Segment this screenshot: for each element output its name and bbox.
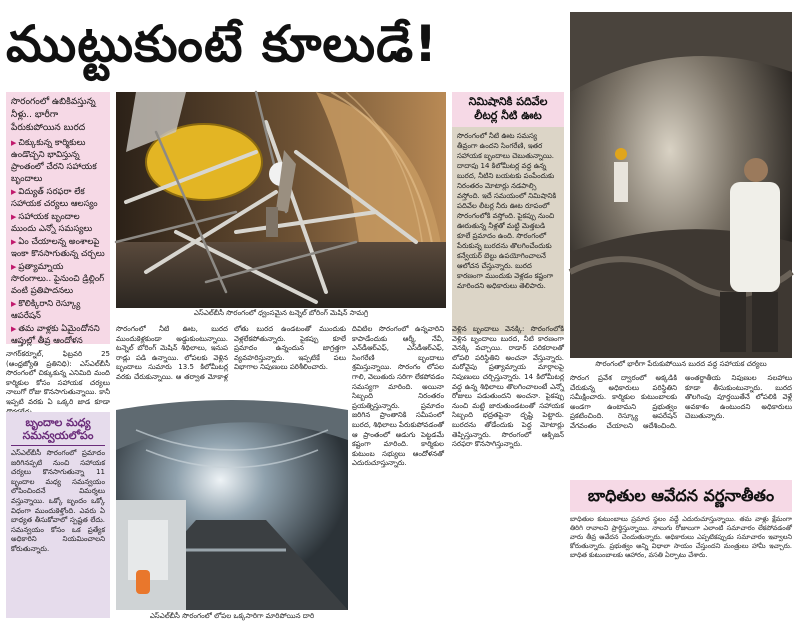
- mid-photo-caption: ఎస్‌ఎల్‌బీసీ సొరంగంలో లోపల ఒక్కసారిగా మారిపోయిన దారి: [149, 612, 315, 620]
- arrow-icon: ▶: [11, 263, 17, 271]
- right-photo-caption: సొరంగంలో భారీగా పేరుకుపోయిన బురద వద్ద సహాయక చర్యలు: [595, 360, 767, 368]
- highlight-item: ▶ ఏం చేయాలన్న అంశాలపై ఇంకా కొనసాగుతున్న చర్చలు: [11, 237, 105, 259]
- victims-banner: బాధితుల ఆవేదన వర్ణనాతీతం: [570, 480, 792, 512]
- coordination-box-text: ఎస్‌ఎల్‌బీసీ సొరంగంలో ప్రమాదం జరిగినప్పటి నుంచి సహాయక చర్యలు కొనసాగుతున్నా 11 బృందాల మధ్య సమన్వయం లోపించిందనే విమర్శలు వస్తున్నాయి. ఒక్కో బృందం ఒక్కో విధంగా ముందుకెళ్తోంది. ఎవరు ఏ బాధ్యత తీసుకోవాలో స్పష్టత లేదు. సమన్వయం కోసం ఒక ప్రత్యేక అధికారిని నియమించాలని కోరుతున్నారు.: [11, 449, 105, 553]
- info-box-body: సొరంగంలో నీటి ఊట సమస్య తీవ్రంగా ఉందని సింగరేణి, ఇతర సహాయక బృందాలు చెబుతున్నాయి. దాదాపు 14 కిలోమీటర్ల వద్ద ఉన్న బురద, నీటిని బయటకు పంపేందుకు నిరంతరం మోటార్లు నడపాల్సి వస్తోంది. ఇదే సమయంలో నిమిషానికి పదివేల లీటర్ల నీరు ఊట రూపంలో సొరంగంలోకి వస్తోంది. పైకప్పు నుంచి ఊరుతున్న నీళ్లతో మట్టి మెత్తబడి కూలే ప్రమాదం ఉంది. సొరంగంలో పేరుకున్న బురదను తొలగించేందుకు కన్వేయర్‌ బెల్టు ఉపయోగించాలనే ఆలోచన చేస్తున్నారు. బురద కారణంగా ముందుకు వెళ్లడం కష్టంగా మారిందని అధికారులు తెలిపారు.: [452, 127, 564, 335]
- article-column: సొరంగ ప్రవేశ ద్వారంలో అక్కడికి చేరుకున్న అధికారులు పరిస్థితిని సమీక్షించారు. కార్మికుల కుటుంబాలకు అండగా ఉంటామని ప్రభుత్వం ప్రకటించింది. రెస్క్యూ ఆపరేషన్‌ వేగవంతం చేయాలని ఆదేశించింది. అంతర్జాతీయ నిపుణుల సలహాలు కూడా తీసుకుంటున్నారు. బురద తొలగింపు పూర్తయితేనే లోపలికి వెళ్లే అవకాశం ఉంటుందని అధికారులు చెబుతున్నారు.: [570, 374, 792, 430]
- info-box: [452, 92, 564, 320]
- arrow-icon: ▶: [11, 188, 17, 196]
- arrow-icon: ▶: [11, 238, 17, 246]
- highlight-item: ▶ చిక్కుకున్న కార్మికులు ఉండొచ్చని భావిస్తున్న ప్రాంతంలో చేరని సహాయక బృందాలు: [11, 138, 97, 184]
- info-box-title: నిమిషానికి పదివేల లీటర్ల నీటి ఊట: [452, 92, 564, 127]
- tunnel-wreckage-photo: [116, 92, 446, 308]
- highlights-list: [11, 137, 105, 347]
- rescue-workers-photo: [570, 12, 792, 358]
- tunnel-interior-photo: [116, 410, 348, 610]
- article-column: బాధితుల కుటుంబాలు ప్రమాద స్థలం వద్దే ఎదురుచూస్తున్నాయి. తమ వాళ్లు క్షేమంగా తిరిగి రావాలని ప్రార్థిస్తున్నాయి. నాలుగు రోజులుగా ఎలాంటి సమాచారం లేకపోవడంతో వారు తీవ్ర ఆవేదన చెందుతున్నారు. అధికారులు ఎప్పటికప్పుడు సమాచారం ఇవ్వాలని కోరుతున్నారు. ప్రభుత్వం అన్ని విధాలా సాయం చేస్తుందని మంత్రులు హామీ ఇచ్చారు. బాధిత కుటుంబాలకు ఆహారం, వసతి ఏర్పాటు చేశారు.: [570, 515, 792, 559]
- arrow-icon: ▶: [11, 213, 17, 221]
- arrow-icon: ▶: [11, 300, 17, 308]
- coordination-box-title: బృందాల మధ్య సమన్వయలోపం: [22, 416, 94, 442]
- highlights-box: [6, 92, 110, 344]
- article-column: వెళ్లిన బృందాలు వెనక్కి: సొరంగంలోకి వెళ్లిన బృందాలు బురద, నీటి కారణంగా వెనక్కి వచ్చాయి. రాడార్‌ పరికరాలతో లోపలి పరిస్థితిని అంచనా వేస్తున్నారు. మరోవైపు ప్రత్యామ్నాయ మార్గాలపై నిపుణులు చర్చిస్తున్నారు. 14 కిలోమీటర్ల వద్ద ఉన్న శిథిలాలు తొలగించాలంటే ఎన్నో రోజులు పడుతుందని అంచనా. పైకప్పు నుంచి మట్టి జారుతుండటంతో సహాయక సిబ్బంది భద్రతపైనా దృష్టి పెట్టారు. బురదను తోడేందుకు పెద్ద మోటార్లు తెప్పిస్తున్నారు. సొరంగంలో ఆక్సిజన్‌ సరఫరా కొనసాగిస్తున్నారు.: [452, 325, 564, 449]
- arrow-icon: ▶: [11, 139, 17, 147]
- article-column: దివిటిల సొరంగంలో ఉన్నవారిని కాపాడేందుకు ఆర్మీ, నేవీ, ఎన్‌డీఆర్‌ఎఫ్‌, ఎస్‌డీఆర్‌ఎఫ్‌, సింగరేణి బృందాలు శ్రమిస్తున్నాయి. సొరంగం లోపల గాలి, వెలుతురు సరిగా లేకపోవడం సమస్యగా మారింది. అయినా సిబ్బంది నిరంతరం ప్రయత్నిస్తున్నారు. ప్రమాదం జరిగిన ప్రాంతానికి సమీపంలో బురద, శిథిలాలు పేరుకుపోవడంతో ఆ ప్రాంతంలో అడుగు పెట్టడమే కష్టంగా మారింది. కార్మికుల కుటుంబ సభ్యులు ఆందోళనతో ఎదురుచూస్తున్నారు.: [352, 325, 444, 468]
- article-column: సొరంగంలో నీటి ఊట, బురద ముందుకెళ్లకుండా అడ్డుకుంటున్నాయి. టన్నెల్‌ బోరింగ్‌ మెషిన్‌ శిథిలాలు, ఇనుప రాడ్లు పడి ఉన్నాయి. లోపలకు వెళ్లిన బృందాలు సుమారు 13.5 కిలోమీటర్ల వరకు చేరుకున్నాయి. ఆ తర్వాత మోకాళ్ల లోతు బురద ఉండటంతో ముందుకు వెళ్లలేకపోతున్నారు. పైకప్పు కూలే ప్రమాదం ఉన్నందున జాగ్రత్తగా వ్యవహరిస్తున్నారు. ఇప్పటికే పలు విభాగాల నిపుణులు పరిశీలించారు.: [116, 325, 346, 381]
- highlight-item: ▶ విద్యుత్‌ సరఫరా లేక సహాయక చర్యలు ఆలస్యం: [11, 187, 98, 209]
- main-photo-caption: ఎస్‌ఎల్‌బీసీ సొరంగంలో ధ్వంసమైన టన్నెల్‌ బోరింగ్‌ మెషిన్‌ సామగ్రి: [193, 309, 369, 317]
- highlight-item: ▶ కొలిక్కిరాని రెస్క్యూ ఆపరేషన్‌: [11, 299, 81, 321]
- highlight-item: ▶ ప్రత్యామ్నాయ సొరంగాలు.. పైనుంచి డ్రిల్లింగ్‌ వంటి ప్రతిపాదనలు: [11, 262, 105, 296]
- divider: [11, 445, 105, 446]
- highlight-item: ▶ తమ వాళ్లకు ఏమైందోనని ఆప్తుల్లో తీవ్ర ఆందోళన: [11, 324, 100, 346]
- highlight-item: ▶ సహాయక బృందాల ముందు ఎన్నో సమస్యలు: [11, 212, 93, 234]
- arrow-icon: ▶: [11, 325, 17, 333]
- coordination-box: [6, 412, 110, 618]
- headline: ముట్టుకుంటే కూలుడే!: [6, 15, 438, 73]
- article-intro-column: నాగర్‌కర్నూల్‌, ఫిబ్రవరి 25 (ఆంధ్రజ్యోతి ప్రతినిధి): ఎస్‌ఎల్‌బీసీ సొరంగంలో చిక్కుకున్న ఎనిమిది మంది కార్మికుల కోసం సహాయక చర్యలు నాలుగో రోజు కొనసాగుతున్నాయి. కానీ ఇప్పటి వరకు ఏ ఒక్కరి జాడ కూడా: [6, 350, 110, 406]
- highlights-intro: సొరంగంలో ఉబికివస్తున్న నీళ్లు.. భారీగా పేరుకుపోయిన బురద: [11, 97, 96, 133]
